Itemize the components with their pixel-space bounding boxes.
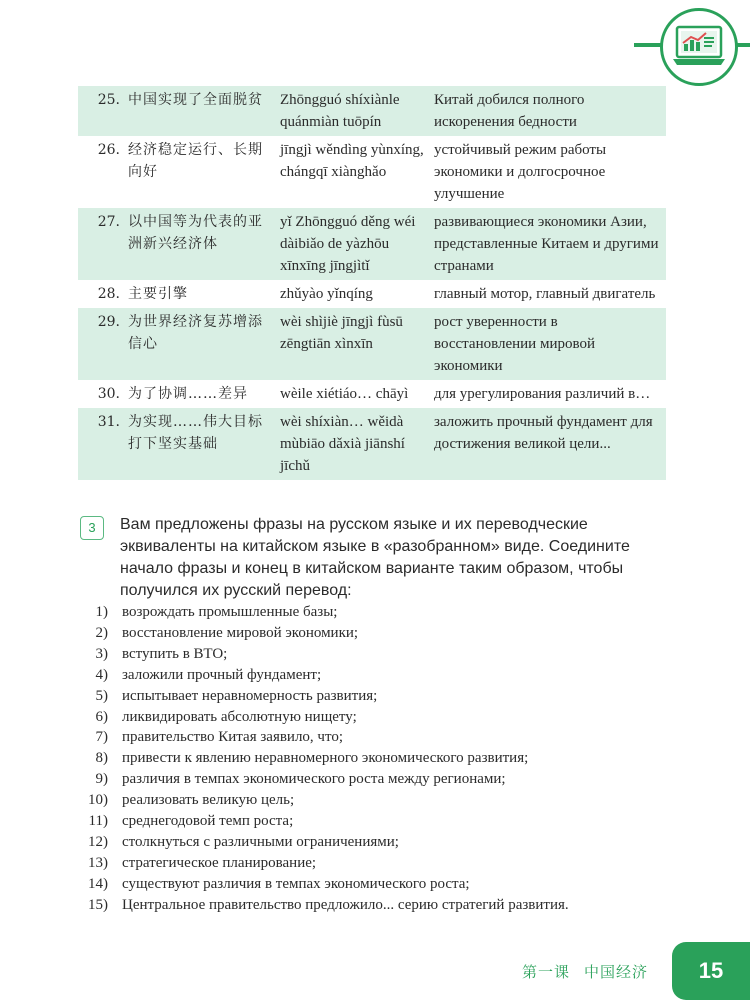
item-number: 13) [88, 854, 108, 871]
item-number: 10) [88, 792, 108, 809]
item-number: 8) [95, 750, 108, 767]
item-number: 11) [88, 813, 108, 830]
vocab-chinese: 中国实现了全面脱贫 [128, 86, 280, 136]
item-number: 3) [95, 645, 108, 662]
vocab-number: 28. [97, 286, 120, 302]
list-item [80, 769, 569, 790]
vocab-chinese: 为实现……伟大目标打下坚实基础 [128, 408, 280, 480]
item-number: 12) [88, 833, 108, 850]
exercise-number-badge: 3 [80, 516, 104, 540]
vocab-chinese: 为世界经济复苏增添信心 [128, 308, 280, 380]
vocab-row [78, 208, 666, 280]
list-item [80, 832, 569, 853]
vocab-row [78, 86, 666, 136]
item-text: Центральное правительство предложило... серию стратегий развития. [122, 896, 569, 913]
vocab-row [78, 308, 666, 380]
item-number: 1) [95, 604, 108, 620]
item-number: 2) [95, 624, 108, 641]
list-item [80, 874, 569, 895]
vocab-number: 29. [78, 308, 128, 380]
item-text: столкнуться с различными ограничениями; [122, 833, 399, 850]
footer-lesson-name: 中国经济 [584, 963, 649, 981]
vocab-russian: устойчивый режим работы экономики и долгосрочное улучшение [434, 142, 607, 202]
item-text: вступить в ВТО; [122, 645, 228, 662]
item-text: различия в темпах экономического роста между регионами; [122, 771, 506, 788]
vocab-russian: Китай добился полного искоренения бедности [434, 86, 666, 136]
exercise-item-list [80, 602, 569, 916]
list-item [80, 665, 569, 686]
vocab-russian: развивающиеся экономики Азии, представленные Китаем и другими странами [434, 208, 666, 280]
vocab-pinyin: jīngjì wěndìng yùnxíng, chángqī xiànghǎo [280, 142, 424, 180]
vocab-pinyin: yǐ Zhōngguó děng wéi dàibiǎo de yàzhōu xīnxīng jīngjìtǐ [280, 208, 434, 280]
vocab-row [78, 380, 666, 408]
item-number: 6) [95, 708, 108, 725]
list-item [80, 811, 569, 832]
item-text: правительство Китая заявило, что; [122, 729, 344, 746]
list-item [80, 790, 569, 811]
item-number: 15) [88, 896, 108, 913]
list-item [80, 748, 569, 769]
list-item [80, 686, 569, 707]
vocab-chinese: 为了协调……差异 [128, 386, 248, 402]
item-text: существуют различия в темпах экономического роста; [122, 875, 470, 892]
list-item [80, 895, 569, 916]
list-item [80, 727, 569, 748]
vocab-pinyin: zhǔyào yǐnqíng [280, 286, 373, 302]
vocabulary-table [78, 86, 666, 480]
list-item [80, 623, 569, 644]
item-text: привести к явлению неравномерного экономического развития; [122, 750, 529, 767]
item-text: испытывает неравномерность развития; [122, 687, 378, 704]
exercise-instructions: Вам предложены фразы на русском языке и их переводческие эквиваленты на китайском языке в «разобранном» виде. Соедините начало фразы и конец в китайском варианте таким образом, чтобы получился их русский перевод: [120, 516, 630, 599]
item-text: стратегическое планирование; [122, 854, 317, 871]
vocab-chinese: 主要引擎 [128, 286, 188, 302]
item-number: 4) [95, 666, 108, 683]
item-number: 14) [88, 875, 108, 892]
item-number: 9) [95, 771, 108, 788]
vocab-pinyin: Zhōngguó shíxiànle quánmiàn tuōpín [280, 86, 434, 136]
vocab-pinyin: wèi shíxiàn… wěidà mùbiāo dǎxià jiānshí jīchǔ [280, 408, 434, 480]
item-text: восстановление мировой экономики; [122, 624, 359, 641]
footer-lesson-title [522, 961, 648, 982]
list-item [80, 853, 569, 874]
item-number: 7) [95, 729, 108, 746]
list-item [80, 644, 569, 665]
vocab-russian: рост уверенности в восстановлении мировой экономики [434, 308, 666, 380]
item-text: среднегодовой темп роста; [122, 813, 294, 830]
vocab-russian: для урегулирования различий в… [434, 386, 651, 402]
list-item [80, 602, 569, 623]
vocab-number: 31. [78, 408, 128, 480]
item-text: возрождать промышленные базы; [122, 604, 338, 620]
item-text: ликвидировать абсолютную нищету; [122, 708, 357, 725]
vocab-russian: главный мотор, главный двигатель [434, 286, 656, 302]
vocab-number: 25. [78, 86, 128, 136]
vocab-pinyin: wèi shìjiè jīngjì fùsū zēngtiān xìnxīn [280, 308, 434, 380]
vocab-russian: заложить прочный фундамент для достижения великой цели... [434, 408, 666, 480]
item-text: заложили прочный фундамент; [122, 666, 322, 683]
vocab-row [78, 408, 666, 480]
vocab-number: 26. [97, 142, 120, 158]
footer-lesson-number: 第一课 [522, 963, 571, 981]
vocab-row [78, 280, 666, 308]
vocab-number: 27. [78, 208, 128, 280]
laptop-chart-icon [660, 8, 738, 86]
vocab-chinese: 经济稳定运行、长期向好 [128, 142, 263, 180]
vocab-row [78, 136, 666, 208]
item-text: реализовать великую цель; [122, 792, 295, 809]
list-item [80, 707, 569, 728]
vocab-number: 30. [97, 386, 120, 402]
item-number: 5) [95, 687, 108, 704]
page-number: 15 [672, 942, 750, 1000]
vocab-chinese: 以中国等为代表的亚洲新兴经济体 [128, 208, 280, 280]
vocab-pinyin: wèile xiétiáo… chāyì [280, 386, 409, 402]
